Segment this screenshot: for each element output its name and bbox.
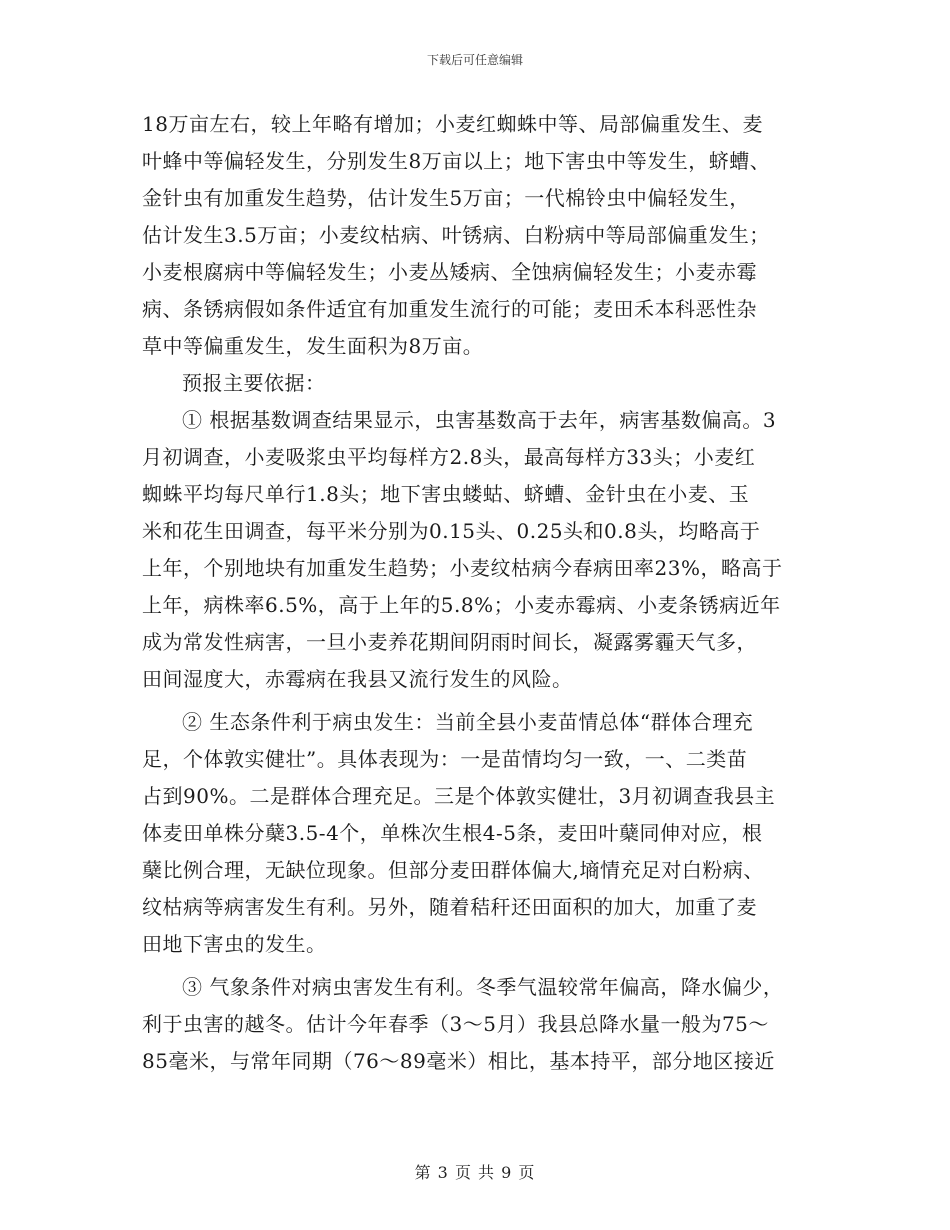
- text-line: 田间湿度大，赤霉病在我县又流行发生的风险。: [142, 667, 573, 691]
- document-body: [142, 106, 810, 1080]
- text-line: 85毫米，与常年同期（76～89毫米）相比，基本持平，部分地区接近: [142, 1049, 775, 1073]
- text-line: 蜘蛛平均每尺单行1.8头；地下害虫蝼蛄、蛴螬、金针虫在小麦、玉: [142, 482, 750, 506]
- paragraph-2-start: ② 生态条件利于病虫发生：当前全县小麦苗情总体“群体合理充: [182, 710, 754, 734]
- page-header: 下载后可任意编辑: [426, 53, 523, 67]
- text-line: 足，个体敦实健壮”。具体表现为：一是苗情均匀一致，一、二类苗: [142, 747, 748, 771]
- text-line: 体麦田单株分蘖3.5-4个，单株次生根4-5条，麦田叶蘖同伸对应，根: [142, 821, 763, 845]
- text-line: 上年，个别地块有加重发生趋势；小麦纹枯病今春病田率23%，略高于: [142, 556, 783, 580]
- text-line: 小麦根腐病中等偏轻发生；小麦丛矮病、全蚀病偏轻发生；小麦赤霉: [142, 260, 757, 284]
- text-line: 估计发生3.5万亩；小麦纹枯病、叶锈病、白粉病中等局部偏重发生；: [142, 223, 770, 247]
- text-line: 上年，病株率6.5%，高于上年的5.8%；小麦赤霉病、小麦条锈病近年: [142, 593, 781, 617]
- section-heading: 预报主要依据：: [182, 371, 326, 395]
- paragraph-1-start: ① 根据基数调查结果显示，虫害基数高于去年，病害基数偏高。3: [182, 408, 777, 432]
- text-line: 草中等偏重发生，发生面积为8万亩。: [142, 334, 484, 358]
- paragraph-3-start: ③ 气象条件对病虫害发生有利。冬季气温较常年偏高，降水偏少，: [182, 975, 784, 999]
- text-line: 米和花生田调查，每平米分别为0.15头、0.25头和0.8头，均略高于: [142, 519, 761, 543]
- page-footer: 第 3 页 共 9 页: [414, 1163, 536, 1182]
- text-line: 占到90%。二是群体合理充足。三是个体敦实健壮，3月初调查我县主: [142, 784, 776, 808]
- text-line: 病、条锈病假如条件适宜有加重发生流行的可能；麦田禾本科恶性杂: [142, 297, 757, 321]
- text-line: 成为常发性病害，一旦小麦养花期间阴雨时间长，凝露雾霾天气多，: [142, 630, 757, 654]
- text-line: 18万亩左右，较上年略有增加；小麦红蜘蛛中等、局部偏重发生、麦: [142, 112, 763, 136]
- text-line: 田地下害虫的发生。: [142, 932, 327, 956]
- text-line: 蘖比例合理，无缺位现象。但部分麦田群体偏大,墒情充足对白粉病、: [142, 858, 764, 882]
- text-line: 叶蜂中等偏轻发生，分别发生8万亩以上；地下害虫中等发生，蛴螬、: [142, 149, 771, 173]
- text-line: 纹枯病等病害发生有利。另外，随着秸秆还田面积的加大，加重了麦: [142, 895, 757, 919]
- text-line: 月初调查，小麦吸浆虫平均每样方2.8头，最高每样方33头；小麦红: [142, 445, 756, 469]
- text-line: 金针虫有加重发生趋势，估计发生5万亩；一代棉铃虫中偏轻发生，: [142, 186, 750, 210]
- text-line: 利于虫害的越冬。估计今年春季（3～5月）我县总降水量一般为75～: [142, 1012, 769, 1036]
